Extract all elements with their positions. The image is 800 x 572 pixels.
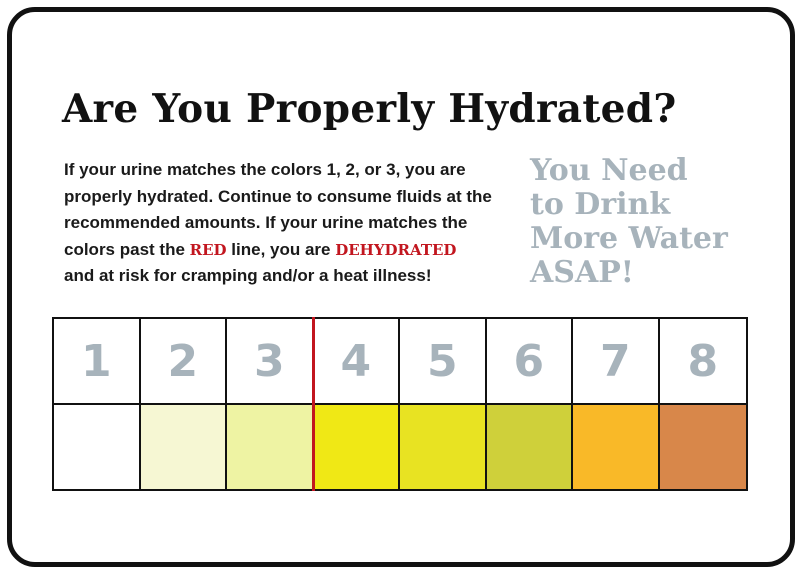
callout-line-4: ASAP!	[530, 255, 634, 290]
color-swatch-8	[660, 405, 747, 489]
instructions-line-4	[64, 237, 514, 264]
dehydration-red-line	[312, 317, 315, 491]
level-number-5: 5	[400, 319, 487, 405]
instructions-text	[64, 157, 514, 290]
level-number-7: 7	[573, 319, 660, 405]
instructions-line-3: recommended amounts. If your urine matches the	[64, 213, 468, 232]
color-swatch-7	[573, 405, 660, 489]
drink-water-callout	[530, 154, 790, 290]
color-swatch-4	[314, 405, 401, 489]
color-swatch-5	[400, 405, 487, 489]
instructions-line-2: properly hydrated. Continue to consume fluids at the	[64, 186, 492, 206]
sign-title: Are You Properly Hydrated?	[62, 86, 677, 132]
callout-line-3: More Water	[530, 221, 728, 256]
color-swatch-1	[54, 405, 141, 489]
red-word: RED	[189, 240, 227, 259]
line4-mid: line, you are	[226, 239, 336, 259]
level-number-6: 6	[487, 319, 574, 405]
color-swatch-3	[227, 405, 314, 489]
urine-color-chart	[52, 317, 748, 491]
color-swatch-2	[141, 405, 228, 489]
level-number-1: 1	[54, 319, 141, 405]
callout-line-1: You Need	[530, 153, 688, 188]
line4-start: colors past the	[64, 239, 190, 259]
level-number-2: 2	[141, 319, 228, 405]
level-number-3: 3	[227, 319, 314, 405]
level-number-4: 4	[314, 319, 401, 405]
color-swatch-6	[487, 405, 574, 489]
instructions-line-1: If your urine matches the colors 1, 2, or 3, you are	[64, 160, 466, 179]
dehydrated-word: DEHYDRATED	[335, 240, 457, 259]
callout-line-2: to Drink	[530, 187, 671, 222]
level-number-8: 8	[660, 319, 747, 405]
instructions-line-5: and at risk for cramping and/or a heat illness!	[64, 266, 432, 285]
